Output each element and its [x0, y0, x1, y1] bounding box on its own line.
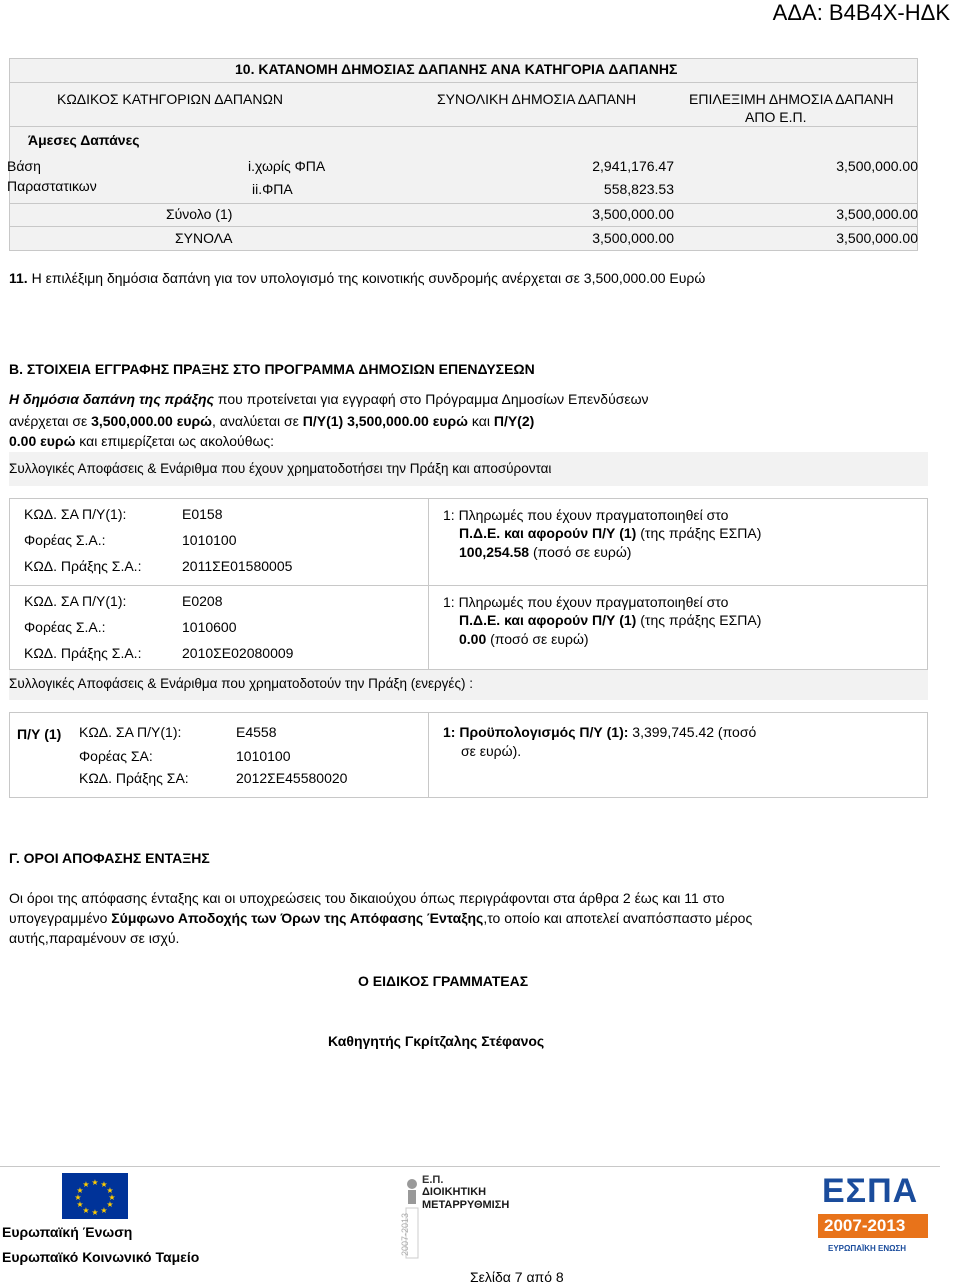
future-foreas-label: Φορέας ΣΑ: — [79, 748, 153, 764]
col-header-total: ΣΥΝΟΛΙΚΗ ΔΗΜΟΣΙΑ ΔΑΠΑΝΗ — [437, 91, 637, 107]
svg-text:★: ★ — [76, 1186, 84, 1195]
funded-header: Συλλογικές Αποφάσεις & Ενάριθμα που έχουν χρηματοδοτήσει την Πράξη και αποσύρονται — [9, 461, 552, 476]
allocation-table — [9, 58, 918, 250]
sectionG-line2: υπογεγραμμένο Σύμφωνο Αποδοχής των Όρων της Απόφασης Ένταξης,το οποίο και αποτελεί αναπόσπαστο μέρος — [9, 910, 753, 926]
espa-wordmark: ΕΣΠΑ — [822, 1172, 919, 1210]
page-number: Σελίδα 7 από 8 — [470, 1269, 564, 1285]
sectionG-line3: αυτής,παραμένουν σε ισχύ. — [9, 930, 180, 946]
future-budget-line2: σε ευρώ). — [461, 743, 522, 759]
entry2-praxi-value: 2010ΣΕ02080009 — [182, 645, 294, 661]
row-without-vat-total: 2,941,176.47 — [592, 158, 674, 174]
basis-label-2: Παραστατικων — [7, 178, 97, 194]
espa-logo — [818, 1172, 928, 1262]
entry2-praxi-label: ΚΩΔ. Πράξης Σ.Α.: — [24, 645, 142, 661]
future-praxi-value: 2012ΣΕ45580020 — [236, 770, 348, 786]
svg-text:★: ★ — [76, 1200, 84, 1209]
signature-role: Ο ΕΙΔΙΚΟΣ ΓΡΑΜΜΑΤΕΑΣ — [358, 973, 529, 989]
entry1-foreas-value: 1010100 — [182, 532, 237, 548]
svg-text:★: ★ — [106, 1186, 114, 1195]
svg-text:★: ★ — [108, 1193, 116, 1202]
entry2-sa-value: Ε0208 — [182, 593, 223, 609]
admin-reform-ep: Ε.Π. — [422, 1174, 444, 1186]
future-foreas-value: 1010100 — [236, 748, 291, 764]
future-sa-label: ΚΩΔ. ΣΑ Π/Υ(1): — [79, 724, 182, 740]
svg-text:★: ★ — [91, 1178, 99, 1187]
future-header: Συλλογικές Αποφάσεις & Ενάριθμα που χρηματοδοτούν την Πράξη (ενεργές) : — [9, 676, 473, 691]
sectionB-para-2: ανέρχεται σε 3,500,000.00 ευρώ, αναλύεται σε Π/Υ(1) 3,500,000.00 ευρώ και Π/Υ(2) — [9, 413, 535, 429]
entry2-foreas-label: Φορέας Σ.Α.: — [24, 619, 106, 635]
col-header-code: ΚΩΔΙΚΟΣ ΚΑΤΗΓΟΡΙΩΝ ΔΑΠΑΝΩΝ — [57, 91, 284, 107]
svg-text:★: ★ — [106, 1200, 114, 1209]
entry2-payments-line1: 1: Πληρωμές που έχουν πραγματοποιηθεί στο — [443, 594, 729, 610]
admin-reform-line1: ΔΙΟΙΚΗΤΙΚΗ — [422, 1186, 487, 1198]
future-py: Π/Υ (1) — [17, 726, 62, 742]
svg-text:★: ★ — [82, 1180, 90, 1189]
svg-text:★: ★ — [82, 1206, 90, 1215]
svg-text:★: ★ — [74, 1193, 82, 1202]
ada-header: ΑΔΑ: Β4Β4Χ-ΗΔΚ — [772, 0, 950, 25]
col-header-eligible-2: ΑΠΟ Ε.Π. — [745, 109, 807, 125]
entry1-payments-amount: 100,254.58 (ποσό σε ευρώ) — [459, 544, 632, 560]
section10-title: 10. ΚΑΤΑΝΟΜΗ ΔΗΜΟΣΙΑΣ ΔΑΠΑΝΗΣ ΑΝΑ ΚΑΤΗΓΟΡΙΑ ΔΑΠΑΝΗΣ — [235, 61, 678, 77]
admin-reform-logo — [398, 1172, 522, 1262]
sectionG-line1: Οι όροι της απόφασης ένταξης και οι υποχρεώσεις του δικαιούχου όπως περιγράφονται στα άρθρα 2 έως και 11 στο — [9, 890, 725, 906]
espa-years: 2007-2013 — [824, 1216, 906, 1235]
svg-text:★: ★ — [100, 1180, 108, 1189]
signature-name: Καθηγητής Γκρίτζαλης Στέφανος — [328, 1033, 545, 1049]
row-without-vat-label: i.χωρίς ΦΠΑ — [248, 158, 326, 174]
eu-flag-logo — [62, 1173, 128, 1219]
admin-reform-years: 2007-2013 — [400, 1212, 410, 1256]
sectionG-title: Γ. ΟΡΟΙ ΑΠΟΦΑΣΗΣ ΕΝΤΑΞΗΣ — [9, 850, 210, 866]
sectionB-para-1: Η δημόσια δαπάνη της πράξης που προτείνεται για εγγραφή στο Πρόγραμμα Δημοσίων Επενδύσεων — [9, 391, 649, 407]
entry2-payments-line2: Π.Δ.Ε. και αφορούν Π/Υ (1) (της πράξης ΕΣΠΑ) — [459, 612, 762, 628]
row-without-vat-eligible: 3,500,000.00 — [836, 158, 918, 174]
sectionB-para-3: 0.00 ευρώ και επιμερίζεται ως ακολούθως: — [9, 433, 275, 449]
grand-total-label: ΣΥΝΟΛΑ — [175, 230, 233, 246]
footer-divider — [0, 1166, 940, 1167]
entry1-payments-line1: 1: Πληρωμές που έχουν πραγματοποιηθεί στο — [443, 507, 729, 523]
sum1-eligible: 3,500,000.00 — [836, 206, 918, 222]
entry2-sa-label: ΚΩΔ. ΣΑ Π/Υ(1): — [24, 593, 127, 609]
future-sa-value: Ε4558 — [236, 724, 277, 740]
eu-label-2: Ευρωπαϊκό Κοινωνικό Ταμείο — [2, 1249, 200, 1265]
basis-label-1: Βάση — [7, 158, 41, 174]
entry1-praxi-value: 2011ΣΕ01580005 — [182, 558, 293, 574]
entry1-payments-line2: Π.Δ.Ε. και αφορούν Π/Υ (1) (της πράξης ΕΣΠΑ) — [459, 525, 762, 541]
entry1-foreas-label: Φορέας Σ.Α.: — [24, 532, 106, 548]
col-header-eligible: ΕΠΙΛΕΞΙΜΗ ΔΗΜΟΣΙΑ ΔΑΠΑΝΗ — [689, 91, 894, 107]
section11-text: 11. Η επιλέξιμη δημόσια δαπάνη για τον υπολογισμό της κοινοτικής συνδρομής ανέρχεται σε 3,500,000.00 Ευρώ — [9, 270, 706, 286]
row-vat-total: 558,823.53 — [603, 181, 674, 197]
eu-label-1: Ευρωπαϊκή Ένωση — [2, 1224, 133, 1240]
sum1-label: Σύνολο (1) — [166, 206, 233, 222]
grand-total-total: 3,500,000.00 — [592, 230, 674, 246]
entry1-sa-value: Ε0158 — [182, 506, 223, 522]
entry2-payments-amount: 0.00 (ποσό σε ευρώ) — [459, 631, 589, 647]
espa-tagline: ΕΥΡΩΠΑΪΚΗ ΕΝΩΣΗ — [828, 1244, 907, 1253]
sectionB-title: Β. ΣΤΟΙΧΕΙΑ ΕΓΓΡΑΦΗΣ ΠΡΑΞΗΣ ΣΤΟ ΠΡΟΓΡΑΜΜΑ ΔΗΜΟΣΙΩΝ ΕΠΕΝΔΥΣΕΩΝ — [9, 361, 535, 377]
future-budget: 1: Προϋπολογισμός Π/Υ (1): 3,399,745.42 (ποσό — [443, 724, 757, 740]
entry2-foreas-value: 1010600 — [182, 619, 237, 635]
row-vat-label: ii.ΦΠΑ — [252, 181, 293, 197]
direct-costs-label: Άμεσες Δαπάνες — [28, 132, 140, 148]
grand-total-eligible: 3,500,000.00 — [836, 230, 918, 246]
sum1-total: 3,500,000.00 — [592, 206, 674, 222]
svg-text:★: ★ — [91, 1208, 99, 1217]
entry1-praxi-label: ΚΩΔ. Πράξης Σ.Α.: — [24, 558, 142, 574]
entry1-sa-label: ΚΩΔ. ΣΑ Π/Υ(1): — [24, 506, 127, 522]
svg-text:★: ★ — [100, 1206, 108, 1215]
admin-reform-line2: ΜΕΤΑΡΡΥΘΜΙΣΗ — [422, 1199, 510, 1211]
future-praxi-label: ΚΩΔ. Πράξης ΣΑ: — [79, 770, 189, 786]
